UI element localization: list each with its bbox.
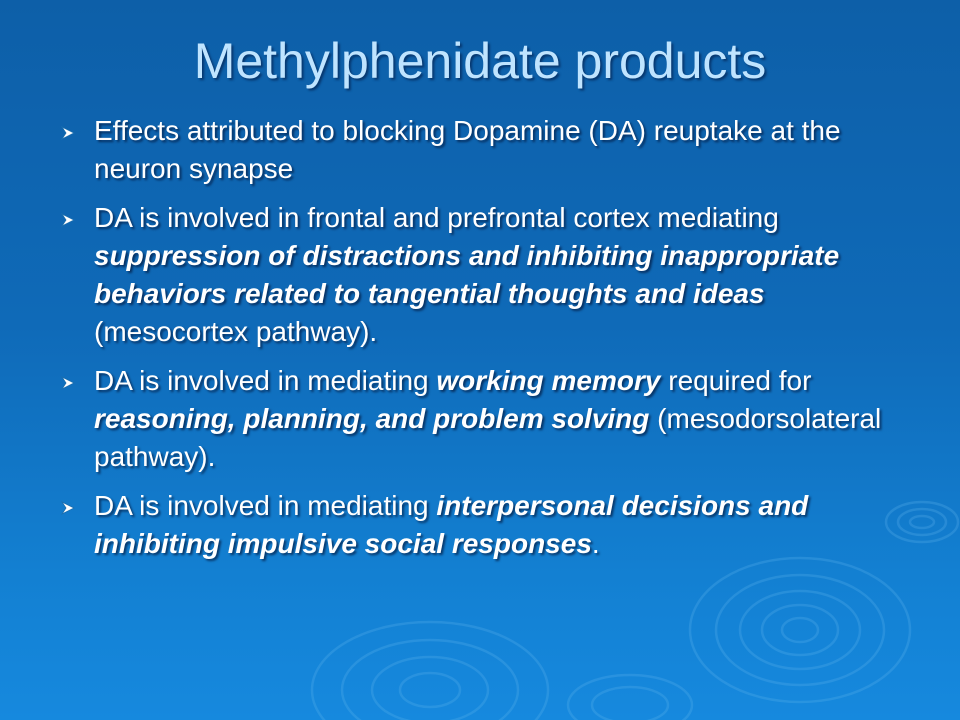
emphasis-text: suppression of distractions and inhibiting inappropriate behaviors related to tangential thoughts and ideas	[94, 240, 840, 309]
arrowhead-bullet-icon	[60, 375, 76, 391]
emphasis-text: interpersonal decisions and inhibiting impulsive social responses	[94, 490, 809, 559]
arrowhead-bullet-icon	[60, 125, 76, 141]
arrowhead-bullet-icon	[60, 500, 76, 516]
bullet-text: (mesodorsolateral pathway).	[94, 403, 882, 472]
bullet-item	[52, 112, 912, 188]
bullet-item	[52, 199, 912, 351]
bullet-text: DA is involved in mediating	[94, 365, 437, 396]
bullet-text: DA is involved in frontal and prefrontal cortex mediating	[94, 202, 779, 233]
bullet-item	[52, 362, 912, 476]
bullet-list	[52, 112, 912, 574]
bullet-text: required for	[660, 365, 812, 396]
bullet-text: (mesocortex pathway).	[94, 316, 378, 347]
bullet-text: .	[591, 528, 600, 559]
slide-title: Methylphenidate products	[193, 33, 767, 89]
bullet-text: DA is involved in mediating	[94, 490, 437, 521]
emphasis-text: working memory	[436, 365, 661, 396]
emphasis-text: reasoning, planning, and problem solving	[94, 403, 650, 434]
arrowhead-bullet-icon	[60, 212, 76, 228]
bullet-text: Effects attributed to blocking Dopamine (DA) reuptake at the neuron synapse	[94, 115, 841, 184]
bullet-item	[52, 487, 912, 563]
